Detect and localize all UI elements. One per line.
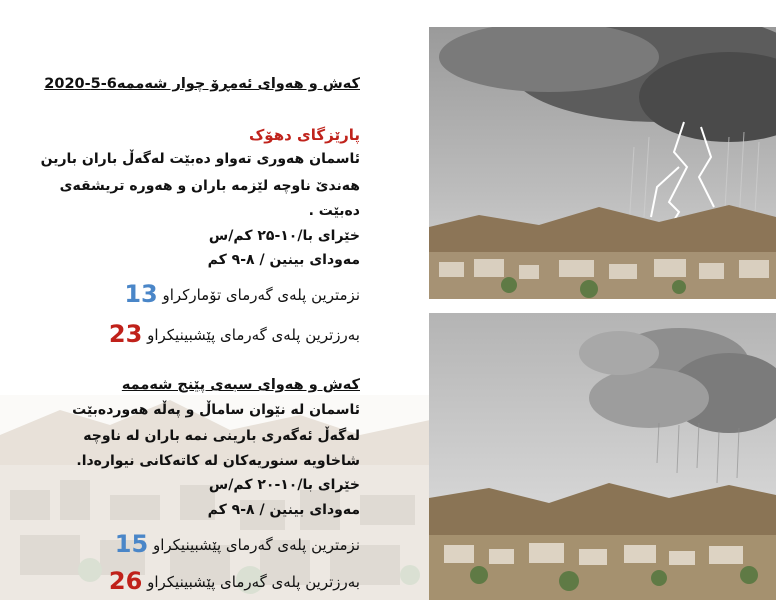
today-max-temperature [109,320,360,348]
min-temp-label: نزمترین پلەی گەرمای پێشبینیکراو [152,536,360,554]
today-description-line: هەندێ ناوچە لێزمە باران و هەورە تریشقەی [59,178,360,194]
max-temp-label: بەرزترین پلەی گەرمای پێشبینیکراو [147,573,360,591]
tomorrow-visibility: مەودای بینین / ۸-۹ کم [207,502,360,518]
min-temp-value: 13 [124,280,158,308]
today-description-line: دەبێت . [308,203,360,219]
tomorrow-description-line: شاخاویە سنوریەکان لە کاتەکانی نیوارەدا. [76,453,360,469]
min-temp-label: نزمترین پلەی گەرمای تۆمارکراو [162,286,360,304]
today-heading: کەش و هەوای ئەمڕۆ چوار شەممە6-5-2020 [44,76,360,92]
tomorrow-max-temperature [109,567,360,595]
max-temp-value: 23 [108,320,143,348]
max-temp-label: بەرزترین پلەی گەرمای پێشبینیکراو [147,326,360,344]
storm-photo [429,27,776,299]
tomorrow-heading: کەش و هەوای سبەی پێنج شەممە [121,377,360,393]
tomorrow-description-line: ئاسمان لە نێوان ساماڵ و پەڵە هەوردەبێت [72,402,360,418]
tomorrow-wind-speed: خێرای با/۱۰-۲۰ کم/س [208,477,360,493]
region-title: پارێزگای دهۆک [248,126,360,144]
today-visibility: مەودای بینین / ۸-۹ کم [207,252,360,268]
cloudy-sky-photo [429,313,776,600]
min-temp-value: 15 [114,530,149,558]
today-description-line: ئاسمان هەوری تەواو دەبێت لەگەڵ باران بارین [40,151,360,167]
tomorrow-description-line: لەگەڵ ئەگەری بارینی نمە باران لە ناوچە [83,428,360,444]
max-temp-value: 26 [108,567,143,595]
today-wind-speed: خێرای با/۱۰-۲۵ کم/س [208,228,360,244]
today-min-temperature [124,280,360,308]
tomorrow-min-temperature [115,530,360,558]
